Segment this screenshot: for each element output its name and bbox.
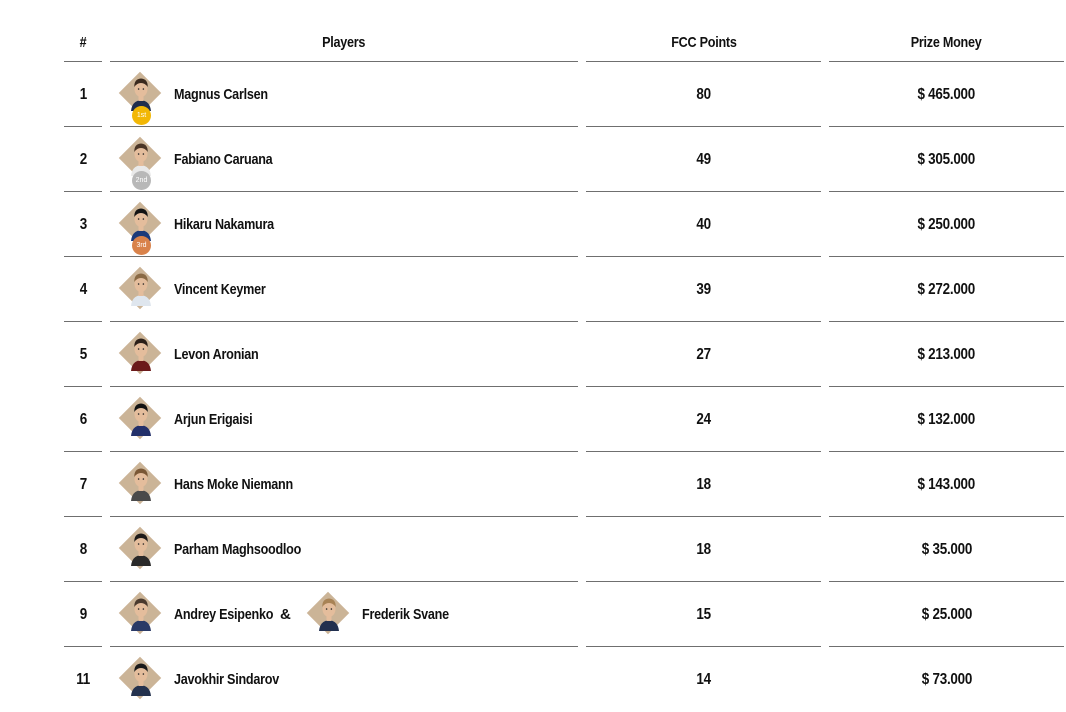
prize-money-value: $ 132.000 bbox=[917, 410, 976, 428]
player-cell[interactable] bbox=[120, 62, 286, 127]
tie-ampersand: & bbox=[280, 606, 291, 623]
player-photo bbox=[130, 465, 152, 501]
fcc-points-value: 39 bbox=[696, 280, 711, 298]
rank-value: 6 bbox=[79, 410, 87, 428]
prize-money-value: $ 35.000 bbox=[921, 540, 972, 558]
rank-cell bbox=[64, 257, 102, 322]
prize-money-cell bbox=[829, 517, 1064, 582]
fcc-points-cell bbox=[586, 322, 821, 387]
player-avatar bbox=[120, 138, 164, 182]
player-name: Fabiano Caruana bbox=[174, 151, 273, 168]
fcc-points-value: 40 bbox=[696, 215, 711, 233]
player-avatar bbox=[120, 333, 164, 377]
player-name: Parham Maghsoodloo bbox=[174, 541, 302, 558]
player-avatar bbox=[120, 268, 164, 312]
header-rank: # bbox=[79, 33, 87, 51]
fcc-points-cell bbox=[586, 452, 821, 517]
prize-money-value: $ 213.000 bbox=[917, 345, 976, 363]
rank-value: 3 bbox=[79, 215, 87, 233]
fcc-points-value: 24 bbox=[696, 410, 711, 428]
rank-value: 2 bbox=[79, 150, 87, 168]
rank-value: 11 bbox=[76, 670, 90, 688]
fcc-points-cell bbox=[586, 517, 821, 582]
fcc-points-cell bbox=[586, 647, 821, 712]
player-name: Magnus Carlsen bbox=[174, 86, 268, 103]
fcc-points-cell bbox=[586, 62, 821, 127]
prize-money-cell bbox=[829, 322, 1064, 387]
player-photo bbox=[130, 595, 152, 631]
prize-money-cell bbox=[829, 647, 1064, 712]
table-row bbox=[0, 62, 1066, 127]
rank-cell bbox=[64, 647, 102, 712]
medal-badge: 1st bbox=[132, 106, 151, 125]
fcc-points-cell bbox=[586, 127, 821, 192]
player-cell[interactable] bbox=[120, 257, 283, 322]
rank-value: 8 bbox=[79, 540, 87, 558]
rank-cell bbox=[64, 62, 102, 127]
player-photo bbox=[130, 270, 152, 306]
fcc-points-value: 15 bbox=[696, 605, 711, 623]
table-row bbox=[0, 322, 1066, 387]
rank-cell bbox=[64, 192, 102, 257]
fcc-points-value: 49 bbox=[696, 150, 711, 168]
player-name: Hikaru Nakamura bbox=[174, 216, 274, 233]
table-row bbox=[0, 452, 1066, 517]
rank-cell bbox=[64, 127, 102, 192]
rank-cell bbox=[64, 452, 102, 517]
rank-value: 7 bbox=[79, 475, 87, 493]
rank-value: 9 bbox=[79, 605, 87, 623]
player-avatar bbox=[308, 593, 352, 637]
fcc-points-value: 18 bbox=[696, 475, 711, 493]
rank-value: 5 bbox=[79, 345, 87, 363]
table-row bbox=[0, 517, 1066, 582]
header-prize-money: Prize Money bbox=[911, 33, 982, 51]
player-name: Hans Moke Niemann bbox=[174, 476, 293, 493]
medal-badge: 2nd bbox=[132, 171, 151, 190]
table-row bbox=[0, 257, 1066, 322]
prize-money-value: $ 73.000 bbox=[921, 670, 972, 688]
prize-money-cell bbox=[829, 582, 1064, 647]
player-cell[interactable] bbox=[120, 517, 325, 582]
prize-money-cell bbox=[829, 192, 1064, 257]
player-name: Andrey Esipenko bbox=[174, 606, 274, 623]
table-row bbox=[0, 647, 1066, 712]
player-cell[interactable] bbox=[120, 387, 267, 452]
player-avatar bbox=[120, 463, 164, 507]
player-name: Arjun Erigaisi bbox=[174, 411, 253, 428]
player-avatar bbox=[120, 73, 164, 117]
player-photo bbox=[130, 400, 152, 436]
fcc-points-value: 27 bbox=[696, 345, 711, 363]
prize-money-value: $ 465.000 bbox=[917, 85, 976, 103]
player-cell[interactable] bbox=[120, 322, 275, 387]
player-cell[interactable] bbox=[120, 452, 316, 517]
prize-money-cell bbox=[829, 127, 1064, 192]
player-photo bbox=[130, 335, 152, 371]
prize-money-cell bbox=[829, 452, 1064, 517]
medal-badge: 3rd bbox=[132, 236, 151, 255]
fcc-points-value: 18 bbox=[696, 540, 711, 558]
table-row bbox=[0, 387, 1066, 452]
player-avatar bbox=[120, 593, 164, 637]
prize-money-value: $ 305.000 bbox=[917, 150, 976, 168]
table-row bbox=[0, 582, 1066, 647]
prize-money-value: $ 250.000 bbox=[917, 215, 976, 233]
fcc-points-value: 80 bbox=[696, 85, 711, 103]
player-avatar bbox=[120, 658, 164, 702]
player-avatar bbox=[120, 398, 164, 442]
fcc-points-cell bbox=[586, 582, 821, 647]
player-cell[interactable] bbox=[120, 192, 293, 257]
player-name: Javokhir Sindarov bbox=[174, 671, 279, 688]
player-cell[interactable] bbox=[120, 582, 292, 647]
rank-cell bbox=[64, 582, 102, 647]
player-cell[interactable] bbox=[308, 582, 465, 647]
prize-money-value: $ 143.000 bbox=[917, 475, 976, 493]
player-photo bbox=[318, 595, 340, 631]
prize-money-value: $ 25.000 bbox=[921, 605, 972, 623]
player-avatar bbox=[120, 203, 164, 247]
prize-money-value: $ 272.000 bbox=[917, 280, 976, 298]
rank-cell bbox=[64, 387, 102, 452]
prize-money-cell bbox=[829, 387, 1064, 452]
fcc-points-value: 14 bbox=[696, 670, 711, 688]
prize-money-cell bbox=[829, 257, 1064, 322]
fcc-points-cell bbox=[586, 387, 821, 452]
rank-cell bbox=[64, 322, 102, 387]
player-name: Frederik Svane bbox=[362, 606, 449, 623]
fcc-points-cell bbox=[586, 192, 821, 257]
table-row bbox=[0, 192, 1066, 257]
player-name: Vincent Keymer bbox=[174, 281, 266, 298]
table-row bbox=[0, 127, 1066, 192]
rank-cell bbox=[64, 517, 102, 582]
player-photo bbox=[130, 530, 152, 566]
prize-money-cell bbox=[829, 62, 1064, 127]
player-name: Levon Aronian bbox=[174, 346, 259, 363]
rank-value: 1 bbox=[79, 85, 87, 103]
player-photo bbox=[130, 660, 152, 696]
rank-value: 4 bbox=[79, 280, 87, 298]
player-cell[interactable] bbox=[120, 127, 291, 192]
header-fcc-points: FCC Points bbox=[670, 33, 737, 51]
player-avatar bbox=[120, 528, 164, 572]
fcc-points-cell bbox=[586, 257, 821, 322]
player-cell[interactable] bbox=[120, 647, 299, 712]
header-players: Players bbox=[322, 33, 366, 51]
